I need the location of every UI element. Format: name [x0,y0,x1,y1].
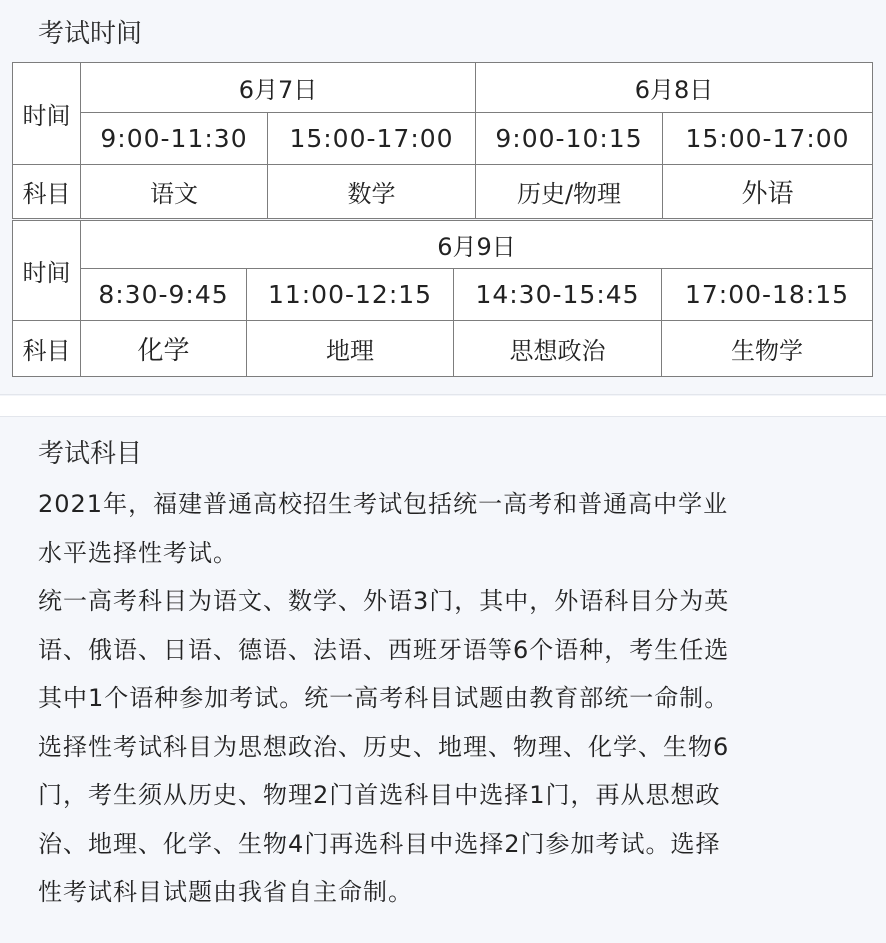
subjects-description [38,480,838,917]
text-line: 门，考生须从历史、物理2门首选科目中选择1门，再从思想政 [38,781,721,809]
subject-cell: 化学 [81,321,247,377]
text-line: 统一高考科目为语文、数学、外语3门，其中，外语科目分为英 [38,587,730,615]
time-slot: 17:00-18:15 [662,269,873,321]
time-slot: 14:30-15:45 [454,269,662,321]
text-line: 水平选择性考试。 [38,538,238,567]
time-slot: 15:00-17:00 [663,113,873,165]
subjects-heading: 考试科目 [38,439,143,469]
subject-cell: 语文 [81,165,268,219]
day-header: 6月8日 [476,63,873,113]
subject-cell: 外语 [663,165,873,219]
subject-cell: 历史/物理 [476,165,663,219]
section-gap [0,396,886,416]
day-header: 6月7日 [81,63,476,113]
schedule-table-june-9 [12,220,873,377]
row-label-subject: 科目 [13,321,81,377]
subject-cell: 数学 [268,165,476,219]
text-line: 2021年，福建普通高校招生考试包括统一高考和普通高中学业 [38,490,729,518]
time-slot: 11:00-12:15 [247,269,454,321]
text-line: 性考试科目试题由我省自主命制。 [38,878,413,906]
subject-cell: 生物学 [662,321,873,377]
time-slot: 8:30-9:45 [81,269,247,321]
row-label-time: 时间 [13,221,81,321]
schedule-heading: 考试时间 [38,19,143,49]
text-line: 语、俄语、日语、德语、法语、西班牙语等6个语种，考生任选 [38,635,730,664]
subject-cell: 地理 [247,321,454,377]
time-slot: 9:00-10:15 [476,113,663,165]
text-line: 其中1个语种参加考试。统一高考科目试题由教育部统一命制。 [38,684,730,712]
time-slot: 15:00-17:00 [268,113,476,165]
schedule-table-june-7-8 [12,62,873,219]
text-line: 治、地理、化学、生物4门再选科目中选择2门参加考试。选择 [38,829,721,858]
day-header: 6月9日 [81,221,873,269]
time-slot: 9:00-11:30 [81,113,268,165]
text-line: 选择性考试科目为思想政治、历史、地理、物理、化学、生物6 [38,732,730,761]
subject-cell: 思想政治 [454,321,662,377]
row-label-time: 时间 [13,63,81,165]
row-label-subject: 科目 [13,165,81,219]
